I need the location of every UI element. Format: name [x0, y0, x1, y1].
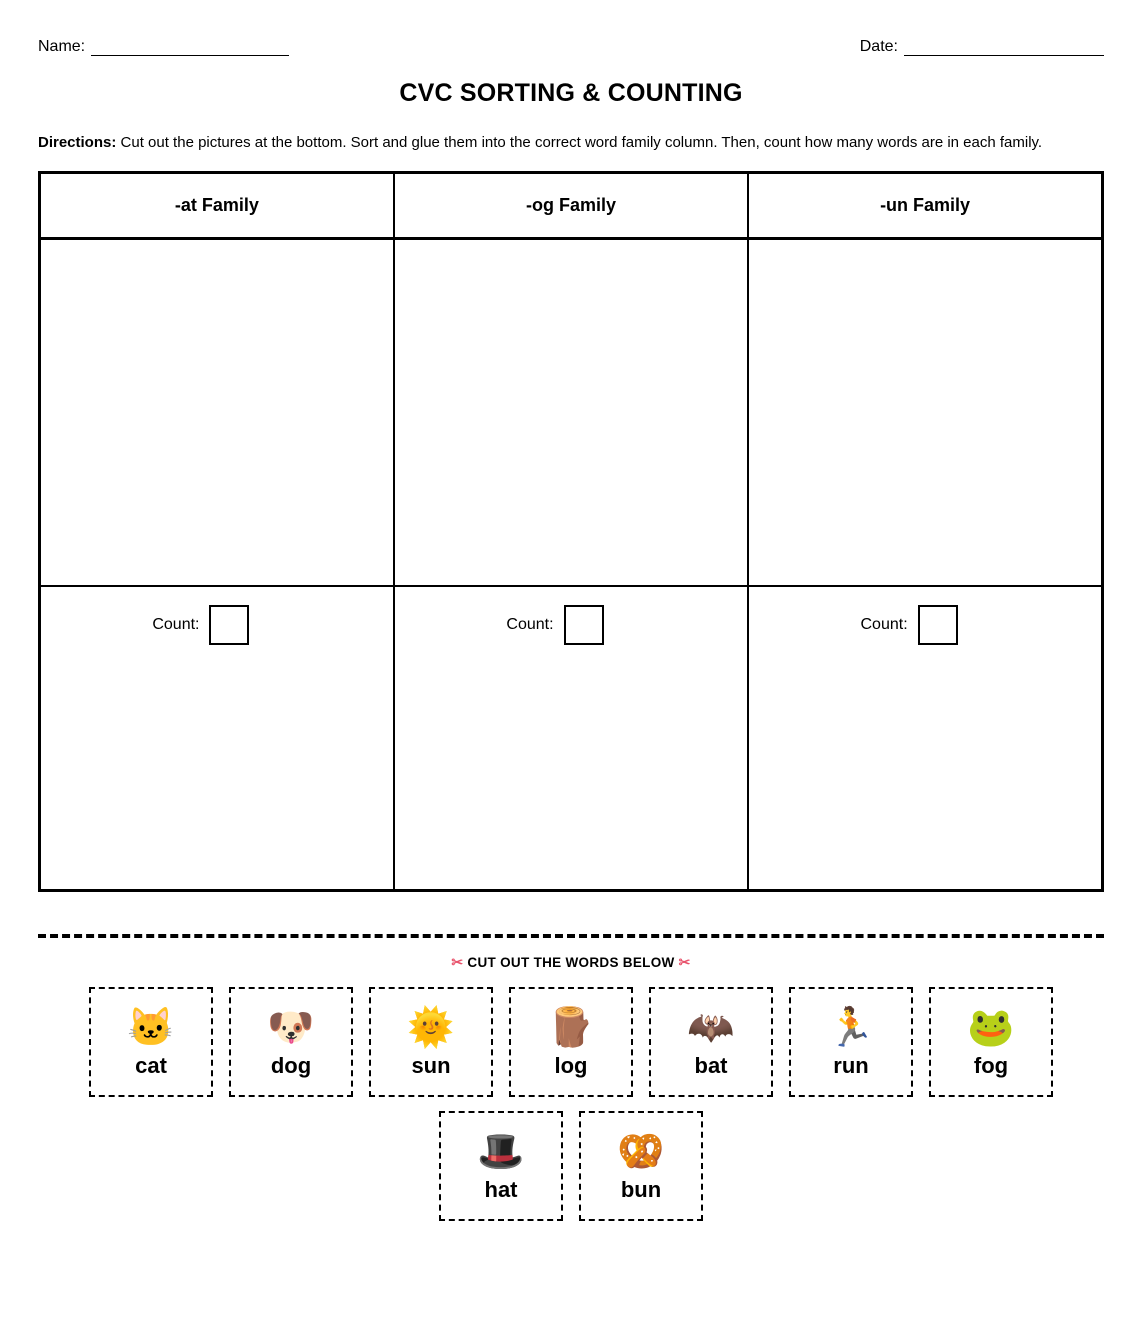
name-field[interactable]	[38, 38, 289, 56]
word-label-cat: cat	[135, 1053, 167, 1078]
dog-face-icon: 🐶	[267, 1007, 315, 1049]
word-card-sun[interactable]	[369, 987, 493, 1097]
count-label-at: Count:	[152, 616, 200, 633]
word-label-log: log	[554, 1053, 588, 1078]
count-box-at[interactable]	[209, 605, 249, 645]
name-label: Name:	[38, 38, 86, 55]
cut-instruction	[38, 954, 1104, 971]
word-label-bun: bun	[620, 1177, 662, 1202]
count-label-og: Count:	[506, 616, 554, 633]
wood-log-icon: 🪵	[547, 1007, 595, 1049]
word-label-dog: dog	[270, 1053, 312, 1078]
directions-lead: Directions:	[38, 134, 117, 151]
word-label-bat: bat	[694, 1053, 728, 1078]
word-card-cat[interactable]	[89, 987, 213, 1097]
word-label-sun: sun	[411, 1053, 451, 1078]
count-group-at	[41, 587, 393, 645]
page-title: CVC SORTING & COUNTING	[399, 79, 743, 107]
count-box-un[interactable]	[918, 605, 958, 645]
column-header-un: -un Family	[748, 173, 1102, 239]
count-area-un	[748, 586, 1102, 891]
glue-area-og[interactable]	[394, 239, 748, 587]
running-person-icon: 🏃	[827, 1007, 875, 1049]
bat-icon: 🦇	[687, 1007, 735, 1049]
glue-area-un[interactable]	[748, 239, 1102, 587]
count-label-un: Count:	[860, 616, 908, 633]
word-label-hat: hat	[484, 1177, 518, 1202]
column-header-at: -at Family	[40, 173, 394, 239]
word-card-hat[interactable]	[439, 1111, 563, 1221]
table-count-row	[40, 586, 1103, 891]
word-label-run: run	[833, 1053, 869, 1078]
date-field[interactable]	[860, 38, 1104, 56]
frog-face-icon: 🐸	[967, 1007, 1015, 1049]
column-header-og: -og Family	[394, 173, 748, 239]
sorting-table	[38, 171, 1104, 892]
scissors-icon-left: ✂	[451, 954, 464, 970]
count-area-at	[40, 586, 394, 891]
date-label: Date:	[859, 38, 898, 55]
cut-instruction-label: CUT OUT THE WORDS BELOW	[467, 955, 675, 970]
glue-area-at[interactable]	[40, 239, 394, 587]
count-box-og[interactable]	[564, 605, 604, 645]
count-group-og	[395, 587, 747, 645]
word-card-bat[interactable]	[649, 987, 773, 1097]
word-cards-row-2	[38, 1111, 1104, 1221]
cut-line-divider	[38, 934, 1104, 938]
name-write-line[interactable]	[91, 41, 289, 56]
word-label-fog: fog	[973, 1053, 1009, 1078]
top-hat-icon: 🎩	[477, 1131, 525, 1173]
name-date-row	[38, 0, 1104, 56]
word-card-fog[interactable]	[929, 987, 1053, 1097]
word-card-dog[interactable]	[229, 987, 353, 1097]
table-header-row	[40, 173, 1103, 239]
cat-face-icon: 🐱	[127, 1007, 175, 1049]
directions-text	[38, 132, 1104, 153]
word-card-run[interactable]	[789, 987, 913, 1097]
word-card-bun[interactable]	[579, 1111, 703, 1221]
directions-body: Cut out the pictures at the bottom. Sort and glue them into the correct word family column. Then, count how many words are in each family.	[116, 134, 1043, 151]
sun-icon: 🌞	[407, 1007, 455, 1049]
count-group-un	[749, 587, 1101, 645]
date-write-line[interactable]	[904, 41, 1104, 56]
word-cards-row-1	[38, 987, 1104, 1097]
count-area-og	[394, 586, 748, 891]
pretzel-icon: 🥨	[617, 1131, 665, 1173]
table-work-row	[40, 239, 1103, 587]
word-card-log[interactable]	[509, 987, 633, 1097]
scissors-icon-right: ✂	[678, 954, 691, 970]
